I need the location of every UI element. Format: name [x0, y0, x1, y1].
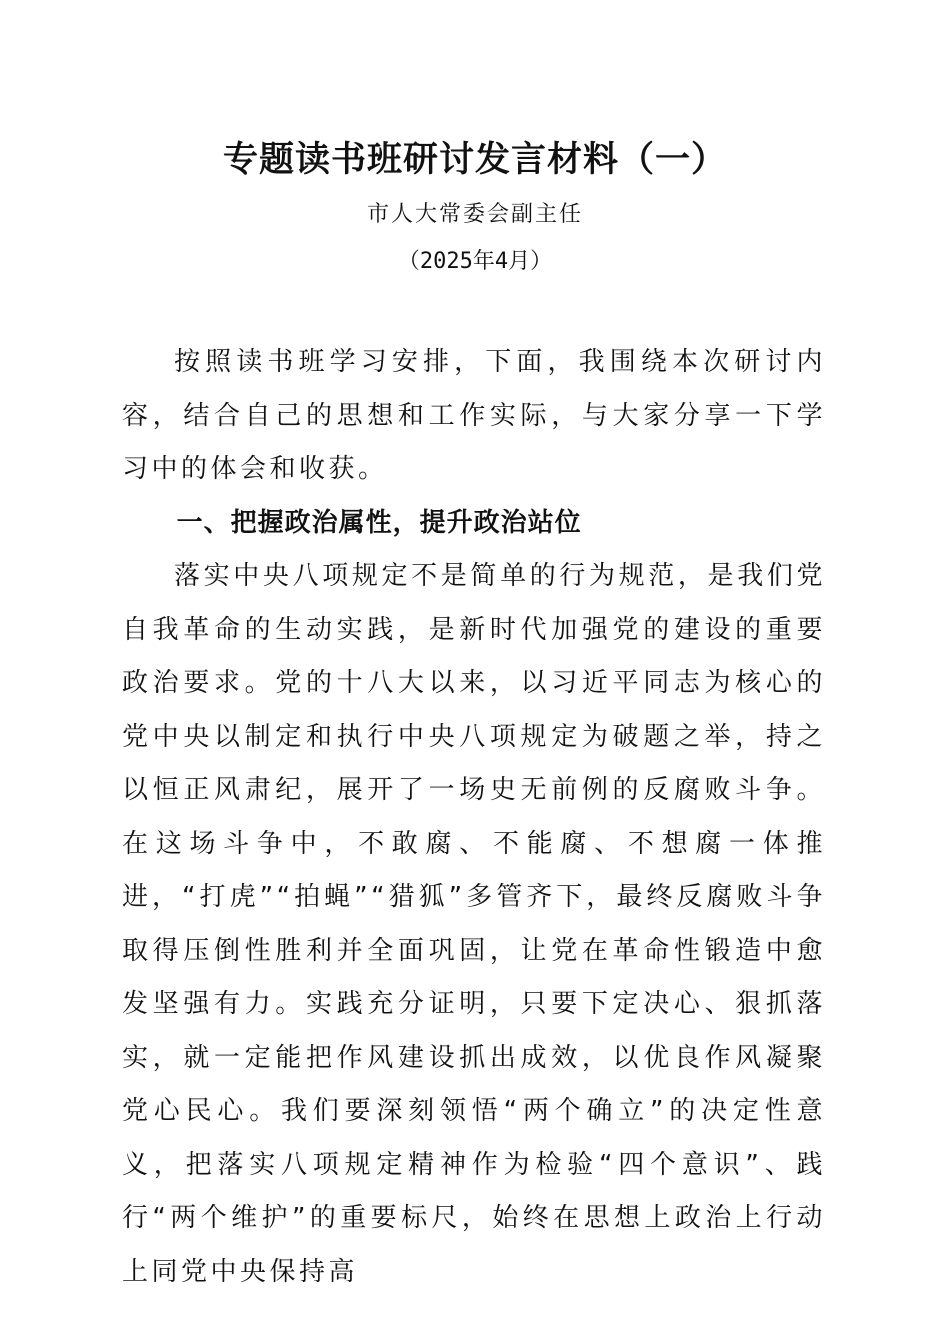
document-title: 专题读书班研讨发言材料（一）: [222, 139, 727, 180]
author-line: 市人大常委会副主任: [366, 202, 583, 227]
intro-paragraph: 按照读书班学习安排，下面，我围绕本次研讨内容，结合自己的思想和工作实际，与大家分享一下学习中的体会和收获。: [122, 347, 826, 484]
document-body: [122, 336, 826, 1299]
section-paragraph: 落实中央八项规定不是简单的行为规范，是我们党自我革命的生动实践，是新时代加强党的建设的重要政治要求。党的十八大以来，以习近平同志为核心的党中央以制定和执行中央八项规定为破题之举，持之以恒正风肃纪，展开了一场史无前例的反腐败斗争。在这场斗争中，不敢腐、不能腐、不想腐一体推进，“打虎”“拍蝇”“猎狐”多管齐下，最终反腐败斗争取得压倒性胜利并全面巩固，让党在革命性锻造中愈发坚强有力。实践充分证明，只要下定决心、狠抓落实，就一定能把作风建设抓出成效，以优良作风凝聚党心民心。我们要深刻领悟“两个确立”的决定性意义，把落实八项规定精神作为检验“四个意识”、践行“两个维护”的重要标尺，始终在思想上政治上行动上同党中央保持高: [122, 561, 826, 1287]
section-heading: 一、把握政治属性，提升政治站位: [176, 507, 582, 538]
date-line: （2025年4月）: [397, 249, 553, 274]
